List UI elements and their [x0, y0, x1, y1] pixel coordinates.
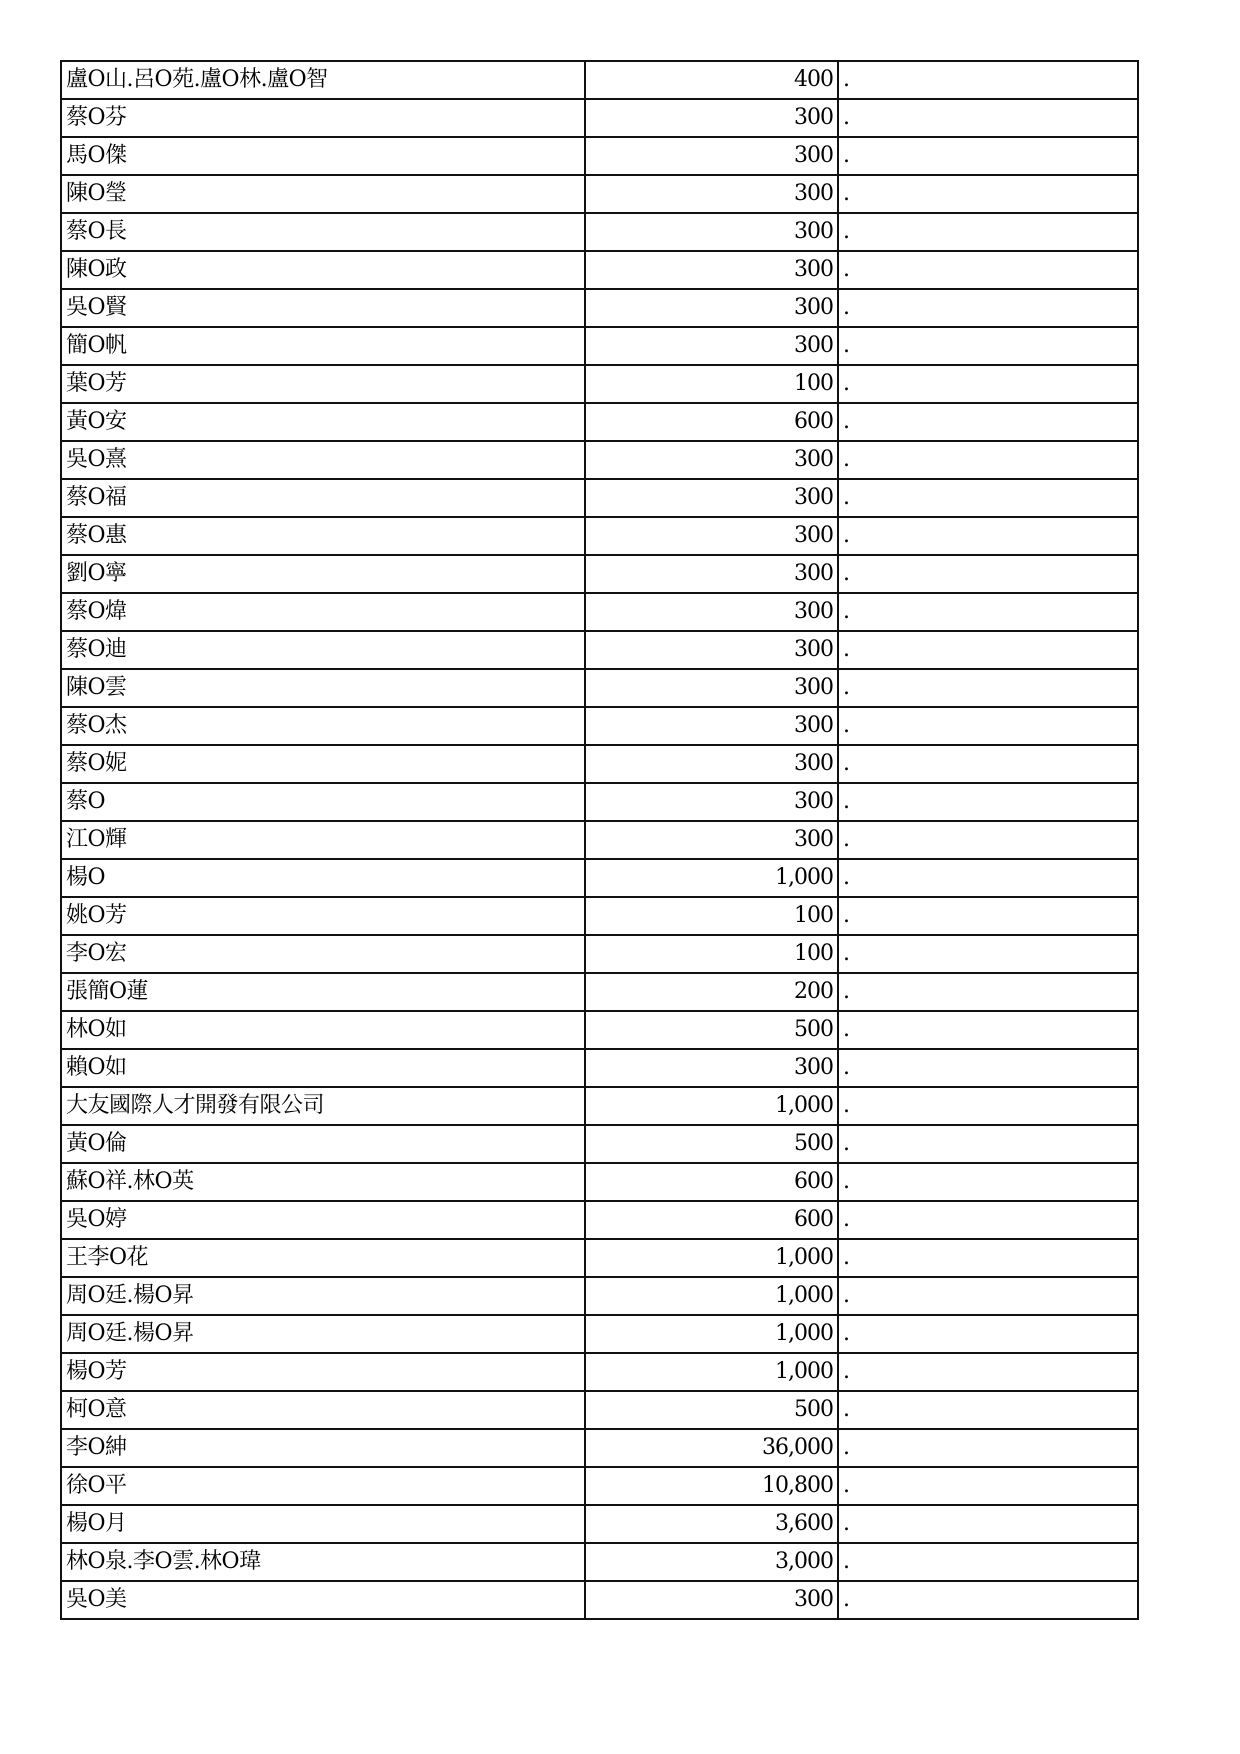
donation-amount-cell: 300 [585, 1049, 838, 1087]
donation-amount-cell: 600 [585, 1163, 838, 1201]
note-cell: . [838, 897, 1138, 935]
note-cell: . [838, 99, 1138, 137]
note-cell: . [838, 327, 1138, 365]
note-cell: . [838, 137, 1138, 175]
donor-name-cell: 徐O平 [61, 1467, 585, 1505]
note-cell: . [838, 1049, 1138, 1087]
note-cell: . [838, 1353, 1138, 1391]
donor-name-cell: 林O泉.李O雲.林O瑋 [61, 1543, 585, 1581]
donor-name-cell: 張簡O蓮 [61, 973, 585, 1011]
table-row [61, 1505, 1138, 1543]
donor-name-cell: 馬O傑 [61, 137, 585, 175]
donor-name-cell: 劉O寧 [61, 555, 585, 593]
note-cell: . [838, 1429, 1138, 1467]
donation-amount-cell: 100 [585, 897, 838, 935]
donation-table [60, 60, 1139, 1620]
note-cell: . [838, 1543, 1138, 1581]
donation-amount-cell: 500 [585, 1391, 838, 1429]
note-cell: . [838, 745, 1138, 783]
table-row [61, 251, 1138, 289]
note-cell: . [838, 479, 1138, 517]
donor-name-cell: 柯O意 [61, 1391, 585, 1429]
donation-amount-cell: 300 [585, 175, 838, 213]
donor-name-cell: 王李O花 [61, 1239, 585, 1277]
note-cell: . [838, 441, 1138, 479]
donation-amount-cell: 300 [585, 441, 838, 479]
donor-name-cell: 黃O倫 [61, 1125, 585, 1163]
note-cell: . [838, 1467, 1138, 1505]
donor-name-cell: 蔡O煒 [61, 593, 585, 631]
table-row [61, 593, 1138, 631]
table-row [61, 1087, 1138, 1125]
note-cell: . [838, 1505, 1138, 1543]
donation-amount-cell: 300 [585, 289, 838, 327]
donation-amount-cell: 300 [585, 707, 838, 745]
donation-amount-cell: 1,000 [585, 1353, 838, 1391]
note-cell: . [838, 631, 1138, 669]
table-row [61, 631, 1138, 669]
donor-name-cell: 陳O雲 [61, 669, 585, 707]
table-row [61, 783, 1138, 821]
note-cell: . [838, 859, 1138, 897]
donation-amount-cell: 1,000 [585, 859, 838, 897]
table-row [61, 403, 1138, 441]
note-cell: . [838, 1315, 1138, 1353]
donation-amount-cell: 3,000 [585, 1543, 838, 1581]
table-row [61, 1125, 1138, 1163]
table-row [61, 479, 1138, 517]
donor-name-cell: 蔡O妮 [61, 745, 585, 783]
note-cell: . [838, 365, 1138, 403]
donation-amount-cell: 1,000 [585, 1087, 838, 1125]
donation-amount-cell: 300 [585, 327, 838, 365]
note-cell: . [838, 1239, 1138, 1277]
table-row [61, 1011, 1138, 1049]
table-row [61, 1277, 1138, 1315]
donation-amount-cell: 300 [585, 517, 838, 555]
donation-amount-cell: 300 [585, 555, 838, 593]
note-cell: . [838, 973, 1138, 1011]
donation-amount-cell: 200 [585, 973, 838, 1011]
donor-name-cell: 蘇O祥.林O英 [61, 1163, 585, 1201]
note-cell: . [838, 517, 1138, 555]
note-cell: . [838, 821, 1138, 859]
donation-amount-cell: 100 [585, 365, 838, 403]
table-row [61, 61, 1138, 99]
note-cell: . [838, 1163, 1138, 1201]
donor-name-cell: 蔡O福 [61, 479, 585, 517]
donation-amount-cell: 300 [585, 669, 838, 707]
table-row [61, 441, 1138, 479]
donation-amount-cell: 500 [585, 1125, 838, 1163]
donation-amount-cell: 300 [585, 783, 838, 821]
note-cell: . [838, 707, 1138, 745]
table-row [61, 517, 1138, 555]
donation-amount-cell: 300 [585, 479, 838, 517]
table-row [61, 669, 1138, 707]
donor-name-cell: 葉O芳 [61, 365, 585, 403]
donation-amount-cell: 1,000 [585, 1315, 838, 1353]
donation-amount-cell: 1,000 [585, 1239, 838, 1277]
donation-ledger-sheet [60, 60, 1137, 1620]
table-row [61, 1201, 1138, 1239]
table-row [61, 1163, 1138, 1201]
donor-name-cell: 賴O如 [61, 1049, 585, 1087]
donation-amount-cell: 500 [585, 1011, 838, 1049]
donor-name-cell: 林O如 [61, 1011, 585, 1049]
table-row [61, 1543, 1138, 1581]
donation-amount-cell: 100 [585, 935, 838, 973]
note-cell: . [838, 1011, 1138, 1049]
donation-amount-cell: 36,000 [585, 1429, 838, 1467]
note-cell: . [838, 669, 1138, 707]
table-row [61, 1353, 1138, 1391]
table-row [61, 1049, 1138, 1087]
note-cell: . [838, 783, 1138, 821]
donor-name-cell: 吳O婷 [61, 1201, 585, 1239]
table-row [61, 289, 1138, 327]
table-row [61, 327, 1138, 365]
donor-name-cell: 蔡O芬 [61, 99, 585, 137]
note-cell: . [838, 403, 1138, 441]
note-cell: . [838, 1087, 1138, 1125]
table-row [61, 555, 1138, 593]
donor-name-cell: 李O宏 [61, 935, 585, 973]
note-cell: . [838, 1581, 1138, 1619]
donor-name-cell: 李O紳 [61, 1429, 585, 1467]
donor-name-cell: 陳O政 [61, 251, 585, 289]
table-row [61, 821, 1138, 859]
donation-amount-cell: 300 [585, 821, 838, 859]
donor-name-cell: 蔡O迪 [61, 631, 585, 669]
table-row [61, 1429, 1138, 1467]
note-cell: . [838, 1201, 1138, 1239]
donation-amount-cell: 400 [585, 61, 838, 99]
donation-amount-cell: 300 [585, 137, 838, 175]
table-row [61, 1391, 1138, 1429]
note-cell: . [838, 593, 1138, 631]
note-cell: . [838, 555, 1138, 593]
table-row [61, 99, 1138, 137]
donor-name-cell: 楊O [61, 859, 585, 897]
table-row [61, 1239, 1138, 1277]
note-cell: . [838, 1391, 1138, 1429]
note-cell: . [838, 213, 1138, 251]
donation-amount-cell: 300 [585, 631, 838, 669]
donor-name-cell: 吳O熹 [61, 441, 585, 479]
donation-amount-cell: 300 [585, 745, 838, 783]
donor-name-cell: 簡O帆 [61, 327, 585, 365]
donation-amount-cell: 300 [585, 99, 838, 137]
table-row [61, 1315, 1138, 1353]
donation-amount-cell: 1,000 [585, 1277, 838, 1315]
donor-name-cell: 楊O月 [61, 1505, 585, 1543]
note-cell: . [838, 289, 1138, 327]
donation-amount-cell: 10,800 [585, 1467, 838, 1505]
table-row [61, 897, 1138, 935]
donor-name-cell: 吳O賢 [61, 289, 585, 327]
donor-name-cell: 楊O芳 [61, 1353, 585, 1391]
note-cell: . [838, 251, 1138, 289]
note-cell: . [838, 61, 1138, 99]
table-row [61, 745, 1138, 783]
table-row [61, 935, 1138, 973]
donor-name-cell: 江O輝 [61, 821, 585, 859]
donation-amount-cell: 3,600 [585, 1505, 838, 1543]
donor-name-cell: 吳O美 [61, 1581, 585, 1619]
table-row [61, 859, 1138, 897]
note-cell: . [838, 175, 1138, 213]
donor-name-cell: 姚O芳 [61, 897, 585, 935]
donor-name-cell: 蔡O長 [61, 213, 585, 251]
donation-amount-cell: 300 [585, 251, 838, 289]
donation-amount-cell: 300 [585, 593, 838, 631]
note-cell: . [838, 1125, 1138, 1163]
donor-name-cell: 周O廷.楊O昇 [61, 1315, 585, 1353]
table-row [61, 1581, 1138, 1619]
donation-table-body [61, 61, 1138, 1619]
donation-amount-cell: 600 [585, 1201, 838, 1239]
donor-name-cell: 蔡O [61, 783, 585, 821]
table-row [61, 1467, 1138, 1505]
donor-name-cell: 蔡O惠 [61, 517, 585, 555]
donation-amount-cell: 300 [585, 213, 838, 251]
donor-name-cell: 黃O安 [61, 403, 585, 441]
table-row [61, 707, 1138, 745]
donor-name-cell: 大友國際人才開發有限公司 [61, 1087, 585, 1125]
donor-name-cell: 盧O山.呂O苑.盧O林.盧O智 [61, 61, 585, 99]
table-row [61, 175, 1138, 213]
donation-amount-cell: 600 [585, 403, 838, 441]
donation-amount-cell: 300 [585, 1581, 838, 1619]
donor-name-cell: 陳O瑩 [61, 175, 585, 213]
table-row [61, 365, 1138, 403]
table-row [61, 973, 1138, 1011]
donor-name-cell: 蔡O杰 [61, 707, 585, 745]
donor-name-cell: 周O廷.楊O昇 [61, 1277, 585, 1315]
note-cell: . [838, 935, 1138, 973]
note-cell: . [838, 1277, 1138, 1315]
table-row [61, 213, 1138, 251]
table-row [61, 137, 1138, 175]
